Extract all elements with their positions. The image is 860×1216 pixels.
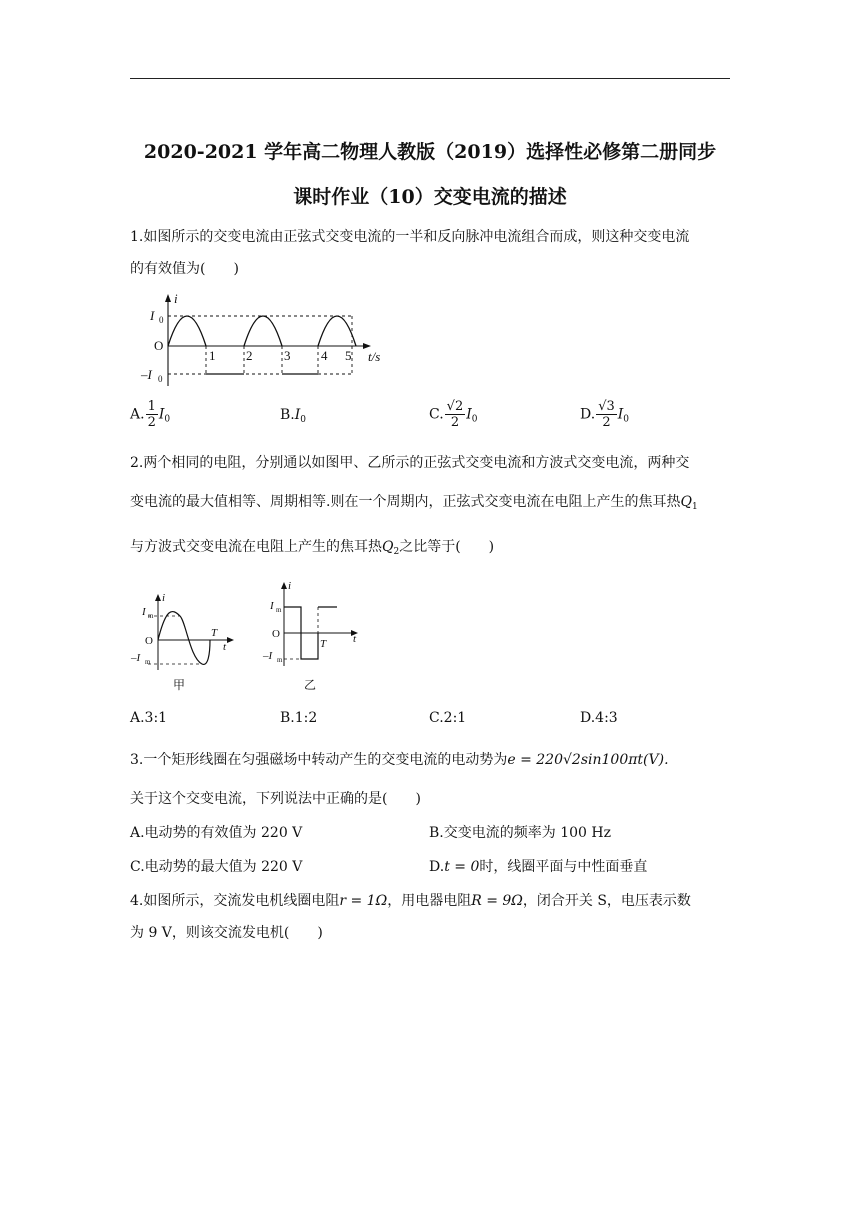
q1-origin-label: O	[154, 338, 164, 353]
q1-tick-4: 4	[321, 348, 328, 363]
svg-text:m: m	[277, 656, 283, 664]
q1-option-a-fraction: $\frac{1}{2}$	[147, 399, 156, 430]
q1-tick-5: 5	[345, 348, 352, 363]
header-rule	[130, 78, 730, 79]
q1-tick-3: 3	[284, 348, 291, 363]
q2b-origin-label: O	[272, 628, 280, 640]
q2b-period-label: T	[320, 638, 327, 650]
q1-y-axis-label: i	[174, 291, 178, 306]
q2-sine-wave	[158, 612, 210, 665]
q1-i0-label: I	[150, 308, 155, 323]
q1-option-a[interactable]: A. $\frac{1}{2}$ $I_0$	[130, 399, 171, 430]
q1-figure	[140, 290, 400, 390]
svg-text:m: m	[276, 606, 282, 614]
q2b-caption: 乙	[304, 678, 317, 692]
q2-option-b[interactable]: B.1:2	[280, 710, 318, 726]
q1-half-sine-1	[168, 316, 206, 346]
q3-emf-formula: e = 220√2sin100πt(V).	[507, 752, 669, 768]
q1-tick-1: 1	[209, 348, 216, 363]
q1-text-line-1: 1.如图所示的交变电流由正弦式交变电流的一半和反向脉冲电流组合而成，则这种交变电流	[130, 229, 690, 245]
q2a-im-label: I	[142, 606, 146, 618]
q4-text-line-2: 为 9 V，则该交流发电机( )	[130, 925, 323, 941]
q2-text-line-1: 2.两个相同的电阻，分别通以如图甲、乙所示的正弦式交变电流和方波式交变电流，两种交	[130, 455, 690, 471]
q3-text-line-2: 关于这个交变电流，下列说法中正确的是( )	[130, 791, 421, 807]
q3-text-line-1: 3.一个矩形线圈在匀强磁场中转动产生的交变电流的电动势为e = 220√2sin100πt(V).	[130, 752, 669, 768]
svg-text:m: m	[148, 612, 154, 620]
q4-text-line-1: 4.如图所示，交流发电机线圈电阻r = 1Ω，用电器电阻R = 9Ω，闭合开关 S，电压表示数	[130, 893, 691, 909]
q2-option-d[interactable]: D.4:3	[580, 710, 618, 726]
q2b-t-axis-label: t	[353, 633, 357, 645]
q1-half-sine-3	[318, 316, 356, 346]
page-title-line-2: 课时作业（10）交变电流的描述	[293, 186, 567, 208]
q2a-period-label: T	[211, 627, 218, 639]
q1-half-sine-2	[244, 316, 282, 346]
q1-x-axis-label: t/s	[368, 349, 381, 364]
q2a-origin-label: O	[145, 635, 153, 647]
q3-option-c[interactable]: C.电动势的最大值为 220 V	[130, 859, 303, 875]
q2-figure-b	[262, 576, 372, 694]
q1-i0-sub: 0	[159, 315, 164, 325]
q2a-caption: 甲	[173, 678, 186, 692]
page-title-line-1: 2020-2021 学年高二物理人教版（2019）选择性必修第二册同步	[143, 141, 717, 163]
q1-option-b[interactable]: $B.I_0$	[280, 407, 307, 425]
q1-option-d[interactable]: D. $\frac{√3}{2}$ $I_0$	[580, 399, 630, 430]
q2-text-line-2: 变电流的最大值相等、周期相等.则在一个周期内，正弦式交变电流在电阻上产生的焦耳热$Q_1$	[130, 494, 698, 512]
q3-option-b[interactable]: B.交变电流的频率为 100 Hz	[429, 825, 611, 841]
q2a-y-axis-label: i	[162, 592, 166, 604]
q1-neg-i0-label: –I	[141, 367, 152, 382]
q1-tick-2: 2	[246, 348, 253, 363]
q1-option-c[interactable]: C. $\frac{√2}{2}$ $I_0$	[429, 399, 478, 430]
q2b-neg-im-label: –I	[263, 650, 273, 662]
q1-option-d-fraction: $\frac{√3}{2}$	[598, 399, 615, 430]
q1-neg-i0-sub: 0	[158, 374, 163, 384]
q2b-y-axis-label: i	[288, 580, 292, 592]
svg-text:m: m	[145, 658, 151, 666]
q2-figure-a	[128, 588, 246, 694]
q3-option-d[interactable]: D.t = 0时，线圈平面与中性面垂直	[429, 859, 648, 875]
q1-y-arrow	[165, 294, 171, 302]
q2-option-c[interactable]: C.2:1	[429, 710, 467, 726]
q2-option-a[interactable]: A.3:1	[130, 710, 168, 726]
q2-text-line-3: 与方波式交变电流在电阻上产生的焦耳热$Q_2$之比等于( )	[130, 539, 495, 557]
q1-option-a-prefix: A.	[130, 406, 145, 423]
q2b-im-label: I	[270, 600, 274, 612]
q2a-neg-im-label: –I	[131, 652, 141, 664]
q2a-t-axis-label: t	[223, 641, 227, 653]
q1-option-c-fraction: $\frac{√2}{2}$	[446, 399, 464, 430]
q1-text-line-2: 的有效值为( )	[130, 261, 239, 277]
q3-option-a[interactable]: A.电动势的有效值为 220 V	[130, 825, 303, 841]
